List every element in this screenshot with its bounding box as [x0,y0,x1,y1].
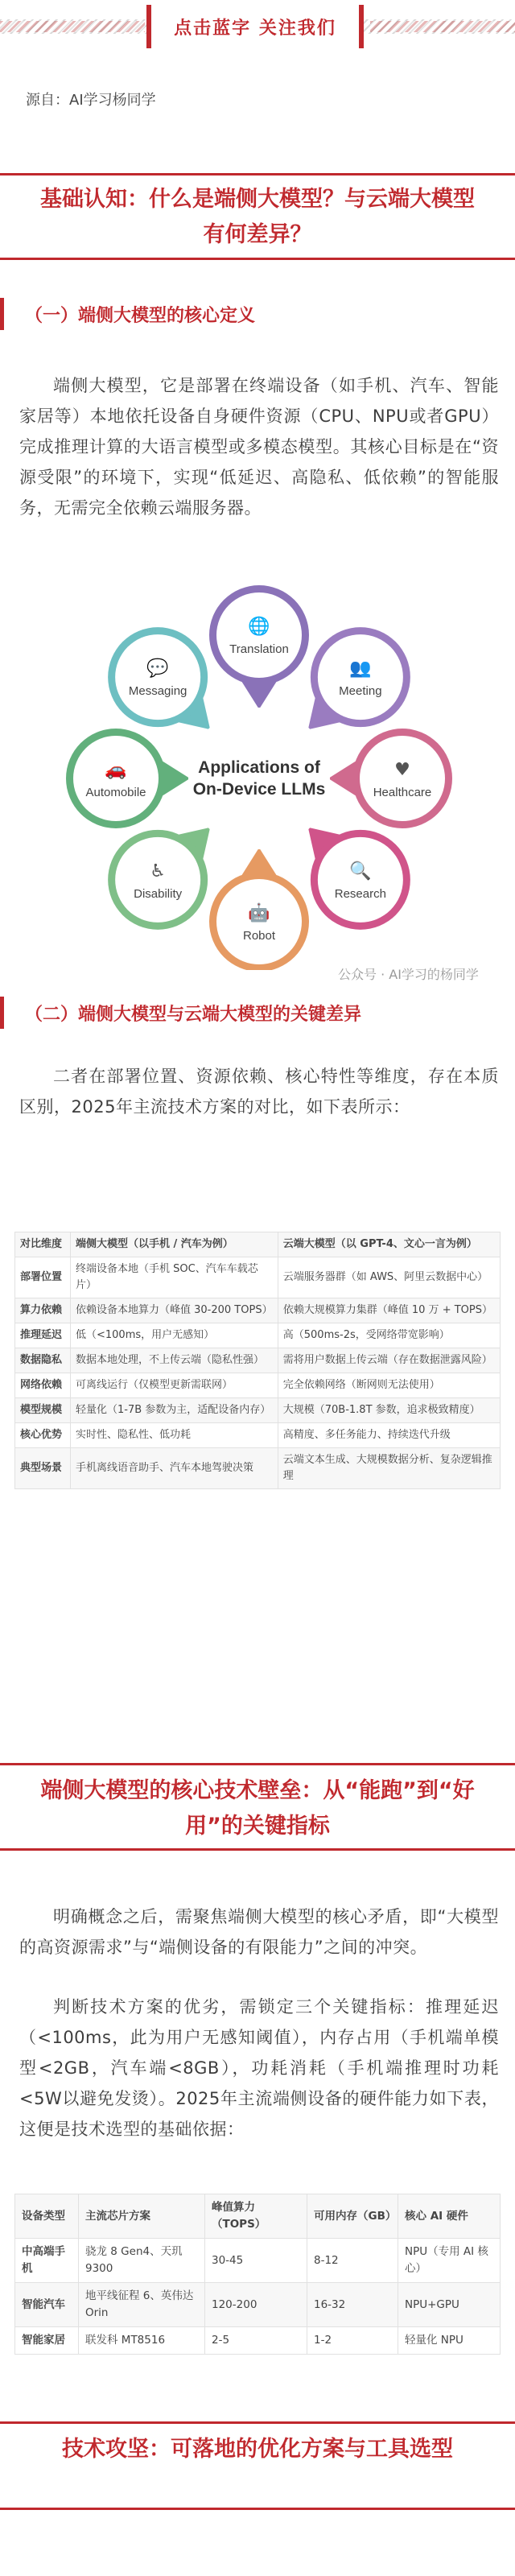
table-cell: 完全依赖网络（断网则无法使用） [278,1373,500,1398]
table-cell: 算力依赖 [15,1298,71,1323]
section3-title: 技术攻坚：可落地的优化方案与工具选型 [62,2437,453,2462]
follow-badge[interactable] [146,5,364,48]
table-cell: 16-32 [307,2283,398,2327]
table-cell: 高精度、多任务能力、持续迭代升级 [278,1423,500,1448]
table-row [15,2327,501,2355]
table-cell: 中高端手机 [15,2239,79,2283]
table-cell: 推理延迟 [15,1323,71,1348]
table-header-cell: 云端大模型（以 GPT-4、文心一言为例） [278,1232,500,1257]
table-cell: 大规模（70B-1.8T 参数，追求极致精度） [278,1398,500,1423]
diagram-node-label: Meeting [339,684,382,699]
table-cell: 云端文本生成、大规模数据分析、复杂逻辑推理 [278,1448,500,1489]
diagram-node-label: Robot [242,929,276,943]
sub2-paragraph: 二者在部署位置、资源依赖、核心特性等维度，存在本质区别，2025年主流技术方案的对比，如下表所示： [19,1067,499,1117]
table-row [15,1423,501,1448]
table-header-row [15,1232,501,1257]
section3-top-rule [0,2421,515,2424]
messaging-icon: 💬 [146,658,169,679]
table-header-cell: 设备类型 [15,2194,79,2239]
diagram-node-label: Disability [134,886,183,901]
table-cell: 2-5 [205,2327,307,2355]
table-cell: 典型场景 [15,1448,71,1489]
applications-diagram [48,576,483,970]
table-row [15,1373,501,1398]
table-row [15,2283,501,2327]
table-cell: 数据隐私 [15,1348,71,1373]
table-cell: NPU+GPU [398,2283,501,2327]
table-cell: 依赖大规模算力集群（峰值 10 万 + TOPS） [278,1298,500,1323]
table-cell: 部署位置 [15,1257,71,1298]
diagram-node-messaging [108,627,210,729]
table-cell: 1-2 [307,2327,398,2355]
section1-bottom-rule [0,258,515,260]
table-cell: 8-12 [307,2239,398,2283]
sub1-paragraph: 端侧大模型，它是部署在终端设备（如手机、汽车、智能家居等）本地依托设备自身硬件资源（CPU、NPU或者GPU）完成推理计算的大语言模型或多模态模型。其核心目标是在“资源受限”的环境下，实现“低延迟、高隐私、低依赖”的智能服务，无需完全依赖云端服务器。 [19,376,499,518]
table-cell: 实时性、隐私性、低功耗 [71,1423,278,1448]
diagram-node-translation [209,585,309,709]
diagram-node-label: Messaging [128,684,187,699]
table-row [15,1448,501,1489]
section3-bottom-rule [0,2508,515,2510]
disability-icon: ♿ [150,861,167,881]
translation-icon: 🌐 [248,617,270,637]
diagram-node-research [308,828,410,930]
table-cell: 轻量化（1-7B 参数为主，适配设备内存） [71,1398,278,1423]
table-cell: 智能家居 [15,2327,79,2355]
section2-title: 端侧大模型的核心技术壁垒：从“能跑”到“好用”的关键指标 [40,1778,475,1839]
diagram-node-healthcare [328,729,452,828]
section2-bottom-rule [0,1848,515,1851]
table-row [15,1398,501,1423]
healthcare-icon: ♥ [394,760,410,780]
table-cell: 120-200 [205,2283,307,2327]
table-row [15,1257,501,1298]
diagram-node-label: Automobile [85,786,146,799]
diagram-node-robot [209,848,309,970]
section2-paragraph2: 判断技术方案的优劣，需锁定三个关键指标：推理延迟（<100ms，此为用户无感知阈值），内存占用（手机端单模型<2GB，汽车端<8GB），功耗消耗（手机端推理时功耗<5W以避免发烫）。2025年主流端侧设备的硬件能力如下表，这便是技术选型的基础依据： [19,1997,499,2139]
sub1-heading [0,296,255,332]
table-row [15,1298,501,1323]
robot-icon: 🤖 [248,903,270,923]
diagram-center-line2: On-Device LLMs [192,780,326,799]
table-header-row [15,2194,501,2239]
diagram-center-circle [188,708,330,849]
diagram-center-line1: Applications of [198,758,320,777]
automobile-icon: 🚗 [105,760,127,780]
table-cell: 高（500ms-2s，受网络带宽影响） [278,1323,500,1348]
top-banner [0,0,515,56]
research-icon: 🔍 [349,861,372,881]
hardware-table [14,2194,501,2355]
comparison-table [14,1232,501,1489]
table-header-cell: 可用内存（GB） [307,2194,398,2239]
table-cell: 30-45 [205,2239,307,2283]
heading-bar [0,298,4,330]
table-header-cell: 对比维度 [15,1232,71,1257]
table-cell: NPU（专用 AI 核心） [398,2239,501,2283]
diagram-node-disability [108,828,210,930]
table-cell: 云端服务器群（如 AWS、阿里云数据中心） [278,1257,500,1298]
table-cell: 模型规模 [15,1398,71,1423]
heading-bar [0,997,4,1029]
watermark: 公众号 · AI学习的杨同学 [338,967,479,982]
section1-title: 基础认知：什么是端侧大模型？与云端大模型有何差异？ [40,187,475,247]
table-cell: 轻量化 NPU [398,2327,501,2355]
table-cell: 依赖设备本地算力（峰值 30-200 TOPS） [71,1298,278,1323]
table-cell: 低（<100ms，用户无感知） [71,1323,278,1348]
meeting-icon: 👥 [349,658,372,679]
table-header-cell: 主流芯片方案 [79,2194,205,2239]
table-cell: 可离线运行（仅模型更新需联网） [71,1373,278,1398]
table-row [15,2239,501,2283]
diagram-node-automobile [66,729,190,828]
sub2-title: （二）端侧大模型与云端大模型的关键差异 [25,1004,362,1025]
diagram-node-label: Translation [229,642,289,656]
table-cell: 数据本地处理，不上传云端（隐私性强） [71,1348,278,1373]
table-cell: 网络依赖 [15,1373,71,1398]
table-cell: 地平线征程 6、英伟达 Orin [79,2283,205,2327]
table-header-cell: 峰值算力（TOPS） [205,2194,307,2239]
diagram-node-meeting [308,627,410,729]
table-cell: 手机离线语音助手、汽车本地驾驶决策 [71,1448,278,1489]
table-cell: 骁龙 8 Gen4、天玑 9300 [79,2239,205,2283]
diagram-node-label: Research [334,886,386,901]
sub2-heading [0,995,361,1030]
table-cell: 智能汽车 [15,2283,79,2327]
table-cell: 终端设备本地（手机 SOC、汽车车载芯片） [71,1257,278,1298]
diagram-node-label: Healthcare [373,786,432,799]
table-cell: 需将用户数据上传云端（存在数据泄露风险） [278,1348,500,1373]
sub1-title: （一）端侧大模型的核心定义 [25,305,256,326]
table-row [15,1323,501,1348]
table-row [15,1348,501,1373]
banner-ribbon-left [0,21,145,32]
table-cell: 核心优势 [15,1423,71,1448]
banner-ribbon-right [370,21,515,32]
table-header-cell: 核心 AI 硬件 [398,2194,501,2239]
section2-paragraph1: 明确概念之后，需聚焦端侧大模型的核心矛盾，即“大模型的高资源需求”与“端侧设备的有限能力”之间的冲突。 [19,1907,499,1957]
table-cell: 联发科 MT8516 [79,2327,205,2355]
follow-text: 点击蓝字 关注我们 [174,18,336,39]
section2-top-rule [0,1763,515,1765]
section1-top-rule [0,173,515,175]
source-line: 源自：AI学习杨同学 [26,92,156,109]
table-header-cell: 端侧大模型（以手机 / 汽车为例） [71,1232,278,1257]
